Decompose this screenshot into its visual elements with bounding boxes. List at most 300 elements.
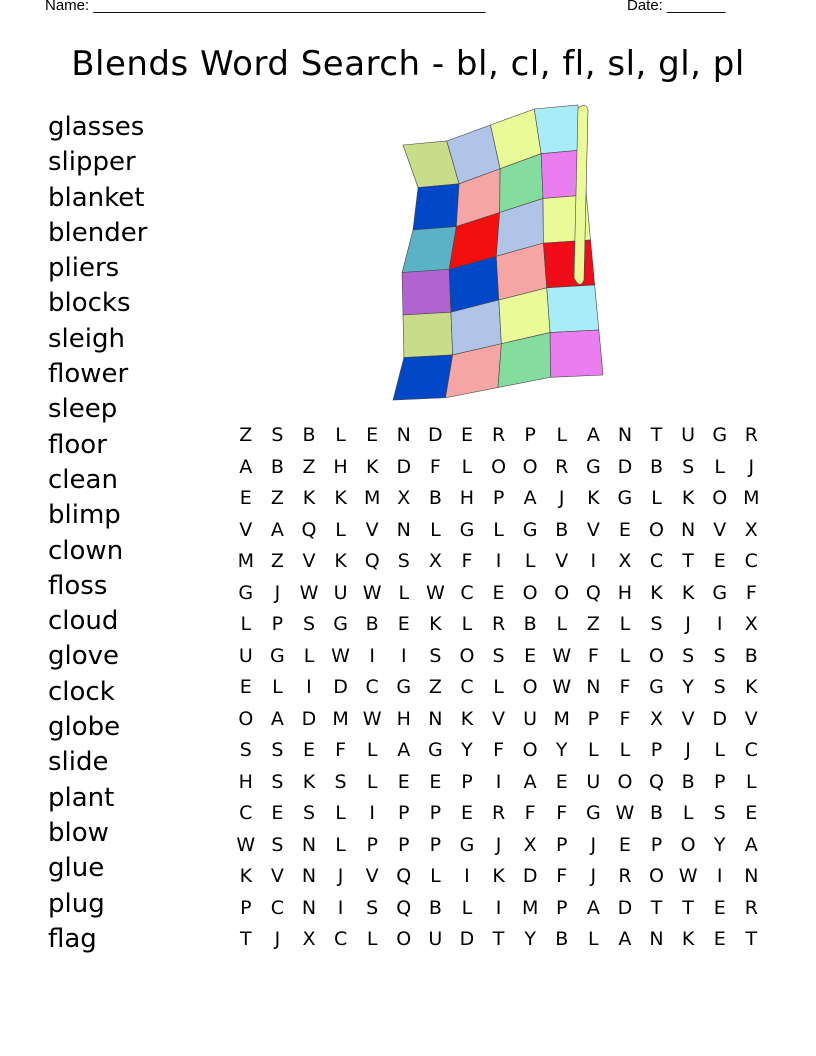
grid-letter[interactable]: L	[335, 833, 346, 856]
grid-letter[interactable]: L	[619, 739, 631, 761]
grid-letter[interactable]: O	[459, 644, 475, 667]
grid-letter[interactable]: Q	[301, 518, 317, 541]
grid-letter[interactable]: U	[428, 928, 443, 950]
grid-letter[interactable]: I	[464, 865, 470, 887]
grid-letter[interactable]: F	[619, 707, 631, 730]
grid-letter[interactable]: V	[492, 707, 506, 730]
grid-letter[interactable]: H	[459, 487, 475, 509]
grid-letter[interactable]: S	[271, 739, 284, 761]
grid-letter[interactable]: L	[461, 613, 473, 635]
grid-letter[interactable]: X	[744, 613, 758, 635]
grid-letter[interactable]: A	[586, 896, 600, 919]
grid-letter[interactable]: R	[744, 424, 758, 446]
grid-letter[interactable]: L	[556, 424, 568, 446]
grid-letter[interactable]: B	[428, 896, 442, 919]
grid-letter[interactable]: N	[617, 424, 633, 446]
grid-letter[interactable]: L	[430, 518, 441, 541]
grid-letter[interactable]: N	[396, 518, 411, 541]
grid-letter[interactable]: Q	[396, 865, 412, 887]
grid-letter[interactable]: K	[429, 613, 442, 635]
grid-letter[interactable]: R	[555, 455, 569, 478]
grid-letter[interactable]: M	[521, 896, 539, 919]
grid-letter[interactable]: M	[363, 487, 381, 509]
grid-letter[interactable]: E	[492, 581, 505, 604]
grid-letter[interactable]: Q	[396, 896, 412, 919]
grid-letter[interactable]: L	[746, 770, 757, 793]
grid-letter[interactable]: G	[585, 802, 601, 824]
grid-letter[interactable]: N	[301, 865, 317, 887]
grid-letter[interactable]: X	[744, 518, 758, 541]
grid-letter[interactable]: C	[744, 739, 758, 761]
grid-letter[interactable]: K	[650, 581, 663, 604]
grid-letter[interactable]: B	[365, 613, 379, 635]
grid-letter[interactable]: L	[556, 613, 568, 635]
grid-letter[interactable]: F	[493, 739, 505, 761]
grid-letter[interactable]: B	[744, 644, 758, 667]
grid-letter[interactable]: I	[369, 802, 375, 824]
grid-letter[interactable]: X	[650, 707, 664, 730]
grid-letter[interactable]: P	[650, 739, 663, 761]
grid-letter[interactable]: V	[586, 518, 600, 541]
grid-letter[interactable]: I	[495, 896, 502, 919]
grid-letter[interactable]: M	[743, 487, 760, 509]
grid-letter[interactable]: P	[492, 487, 505, 509]
grid-letter[interactable]: S	[397, 550, 410, 572]
grid-letter[interactable]: E	[460, 424, 473, 446]
grid-letter[interactable]: C	[460, 581, 474, 604]
grid-letter[interactable]: E	[713, 550, 726, 572]
grid-letter[interactable]: O	[712, 487, 728, 509]
grid-letter[interactable]: P	[556, 833, 568, 856]
grid-letter[interactable]: J	[685, 613, 691, 635]
grid-letter[interactable]: G	[333, 613, 348, 635]
grid-letter[interactable]: K	[587, 487, 600, 509]
grid-letter[interactable]: G	[238, 581, 254, 604]
grid-letter[interactable]: X	[428, 550, 442, 572]
grid-letter[interactable]: S	[271, 833, 284, 856]
grid-letter[interactable]: S	[492, 644, 505, 667]
grid-letter[interactable]: Y	[713, 833, 726, 856]
grid-letter[interactable]: K	[681, 487, 695, 509]
grid-letter[interactable]: P	[650, 833, 663, 856]
grid-letter[interactable]: F	[556, 802, 568, 824]
grid-letter[interactable]: L	[524, 550, 536, 572]
grid-letter[interactable]: O	[522, 676, 538, 698]
grid-letter[interactable]: C	[333, 928, 348, 950]
grid-letter[interactable]: O	[396, 928, 412, 950]
grid-letter[interactable]: O	[649, 644, 664, 667]
grid-letter[interactable]: M	[553, 707, 570, 730]
grid-letter[interactable]: R	[618, 865, 632, 887]
grid-letter[interactable]: E	[239, 676, 252, 698]
grid-letter[interactable]: O	[491, 455, 507, 478]
grid-letter[interactable]: G	[270, 644, 285, 667]
grid-letter[interactable]: P	[240, 896, 252, 919]
grid-letter[interactable]: W	[236, 833, 256, 856]
grid-letter[interactable]: A	[239, 455, 253, 478]
grid-letter[interactable]: D	[617, 455, 633, 478]
grid-letter[interactable]: E	[460, 802, 473, 824]
grid-row	[230, 483, 770, 515]
grid-letter[interactable]: L	[619, 644, 631, 667]
grid-letter[interactable]: L	[588, 739, 599, 761]
grid-letter[interactable]: K	[745, 676, 758, 698]
grid-letter[interactable]: S	[271, 770, 284, 793]
grid-letter[interactable]: S	[239, 739, 252, 761]
grid-letter[interactable]: P	[524, 424, 536, 446]
grid-letter[interactable]: D	[522, 865, 538, 887]
grid-letter[interactable]: W	[552, 676, 572, 698]
grid-letter[interactable]: K	[681, 581, 695, 604]
grid-letter[interactable]: L	[272, 676, 283, 698]
grid-letter[interactable]: V	[302, 550, 316, 572]
grid-letter[interactable]: S	[713, 644, 726, 667]
grid-letter[interactable]: D	[459, 928, 475, 950]
grid-letter[interactable]: S	[302, 802, 316, 824]
grid-letter[interactable]: M	[237, 550, 254, 572]
grid-letter[interactable]: O	[649, 518, 664, 541]
grid-letter[interactable]: Z	[428, 676, 442, 698]
grid-letter[interactable]: Z	[239, 424, 253, 446]
grid-letter[interactable]: V	[270, 865, 284, 887]
grid-letter[interactable]: J	[748, 455, 755, 478]
grid-letter[interactable]: L	[240, 613, 252, 635]
grid-letter[interactable]: K	[460, 707, 474, 730]
grid-letter[interactable]: O	[649, 865, 664, 887]
grid-letter[interactable]: X	[397, 487, 411, 509]
grid-letter[interactable]: U	[681, 424, 696, 446]
grid-letter[interactable]: Q	[649, 770, 664, 793]
grid-letter[interactable]: F	[429, 455, 441, 478]
grid-letter[interactable]: C	[649, 550, 664, 572]
grid-letter[interactable]: O	[617, 770, 633, 793]
grid-letter[interactable]: J	[274, 928, 281, 950]
grid-letter[interactable]: X	[618, 550, 632, 572]
grid-letter[interactable]: E	[302, 739, 315, 761]
grid-letter[interactable]: I	[495, 550, 502, 572]
grid-letter[interactable]: J	[685, 739, 691, 761]
grid-letter[interactable]: E	[713, 928, 726, 950]
grid-letter[interactable]: O	[522, 455, 538, 478]
grid-letter[interactable]: H	[396, 707, 411, 730]
grid-letter[interactable]: P	[429, 802, 442, 824]
grid-letter[interactable]: J	[558, 487, 565, 509]
grid-letter[interactable]: P	[398, 833, 410, 856]
grid-letter[interactable]: L	[493, 676, 504, 698]
grid-letter[interactable]: S	[271, 424, 284, 446]
grid-letter[interactable]: B	[523, 613, 537, 635]
grid-letter[interactable]: D	[617, 896, 633, 919]
grid-letter[interactable]: K	[302, 487, 316, 509]
grid-letter[interactable]: D	[333, 676, 348, 698]
grid-letter[interactable]: A	[744, 833, 758, 856]
header	[0, 0, 816, 19]
grid-letter[interactable]: L	[493, 518, 504, 541]
grid-letter[interactable]: E	[366, 424, 379, 446]
grid-letter[interactable]: I	[716, 865, 723, 887]
grid-letter[interactable]: R	[491, 802, 506, 824]
grid-letter[interactable]: V	[365, 518, 379, 541]
grid-letter[interactable]: R	[491, 424, 506, 446]
grid-letter[interactable]: L	[366, 928, 378, 950]
grid-letter[interactable]: K	[334, 487, 347, 509]
grid-letter[interactable]: O	[238, 707, 254, 730]
grid-letter[interactable]: B	[555, 518, 569, 541]
grid-letter[interactable]: L	[461, 896, 473, 919]
grid-letter[interactable]: C	[744, 550, 758, 572]
grid-letter[interactable]: U	[238, 644, 253, 667]
grid-letter[interactable]: A	[270, 707, 284, 730]
grid-letter[interactable]: E	[555, 770, 568, 793]
name-field[interactable]: Name: _______________________________________________	[45, 0, 486, 14]
grid-letter[interactable]: T	[650, 896, 663, 919]
grid-letter[interactable]: I	[590, 550, 597, 572]
grid-letter[interactable]: V	[365, 865, 379, 887]
grid-letter[interactable]: T	[239, 928, 252, 950]
grid-letter[interactable]: D	[428, 424, 443, 446]
grid-letter[interactable]: T	[682, 550, 694, 572]
grid-letter[interactable]: T	[650, 424, 663, 446]
grid-letter[interactable]: L	[461, 455, 473, 478]
grid-letter[interactable]: C	[239, 802, 253, 824]
grid-letter[interactable]: E	[618, 833, 631, 856]
grid-letter[interactable]: V	[239, 518, 253, 541]
grid-letter[interactable]: U	[523, 707, 538, 730]
grid-letter[interactable]: R	[744, 896, 758, 919]
grid-letter[interactable]: E	[239, 487, 252, 509]
grid-letter[interactable]: N	[428, 707, 443, 730]
grid-letter[interactable]: P	[713, 770, 726, 793]
grid-letter[interactable]: E	[745, 802, 758, 824]
grid-letter[interactable]: Y	[555, 739, 568, 761]
grid-letter[interactable]: L	[303, 644, 315, 667]
word-list-item: blocks	[48, 288, 131, 319]
grid-letter[interactable]: P	[398, 802, 410, 824]
grid-letter[interactable]: S	[713, 676, 726, 698]
grid-letter[interactable]: I	[400, 644, 407, 667]
grid-letter[interactable]: K	[492, 865, 505, 887]
grid-letter[interactable]: F	[335, 739, 347, 761]
grid-letter[interactable]: S	[682, 455, 695, 478]
grid-letter[interactable]: L	[430, 865, 441, 887]
grid-row	[230, 798, 770, 830]
grid-letter[interactable]: S	[713, 802, 726, 824]
grid-letter[interactable]: Y	[524, 928, 536, 950]
grid-letter[interactable]: L	[366, 770, 378, 793]
grid-letter[interactable]: Z	[270, 550, 284, 572]
grid-letter[interactable]: B	[270, 455, 284, 478]
grid-letter[interactable]: I	[716, 613, 723, 635]
grid-letter[interactable]: K	[334, 550, 347, 572]
grid-letter[interactable]: G	[712, 424, 728, 446]
grid-letter[interactable]: L	[588, 928, 599, 950]
grid-letter[interactable]: E	[713, 896, 726, 919]
grid-letter[interactable]: C	[460, 676, 474, 698]
grid-letter[interactable]: W	[331, 644, 350, 667]
grid-letter[interactable]: Q	[585, 581, 601, 604]
grid-letter[interactable]: W	[678, 865, 698, 887]
grid-letter[interactable]: A	[523, 487, 537, 509]
grid-letter[interactable]: C	[270, 896, 285, 919]
grid-letter[interactable]: F	[524, 802, 536, 824]
grid-letter[interactable]: L	[398, 581, 410, 604]
grid-letter[interactable]: L	[619, 613, 631, 635]
grid-letter[interactable]: J	[274, 581, 281, 604]
grid-letter[interactable]: P	[366, 833, 378, 856]
grid-letter[interactable]: B	[649, 455, 664, 478]
grid-letter[interactable]: L	[366, 739, 378, 761]
grid-letter[interactable]: E	[618, 518, 631, 541]
grid-letter[interactable]: H	[617, 581, 633, 604]
grid-letter[interactable]: D	[301, 707, 317, 730]
grid-letter[interactable]: C	[365, 676, 379, 698]
grid-letter[interactable]: W	[362, 581, 382, 604]
date-field[interactable]: Date: _______	[627, 0, 726, 14]
grid-letter[interactable]: I	[306, 676, 312, 698]
grid-letter[interactable]: N	[681, 518, 696, 541]
grid-letter[interactable]: L	[651, 487, 662, 509]
grid-letter[interactable]: N	[301, 833, 317, 856]
grid-letter[interactable]: O	[522, 739, 538, 761]
word-list	[48, 110, 147, 957]
grid-letter[interactable]: R	[491, 613, 506, 635]
grid-letter[interactable]: P	[556, 896, 568, 919]
grid-letter[interactable]: T	[492, 928, 505, 950]
grid-letter[interactable]: B	[649, 802, 664, 824]
grid-letter[interactable]: E	[271, 802, 284, 824]
grid-letter[interactable]: N	[396, 424, 411, 446]
grid-letter[interactable]: F	[745, 581, 757, 604]
grid-letter[interactable]: F	[461, 550, 473, 572]
grid-letter[interactable]: T	[682, 896, 694, 919]
grid-letter[interactable]: D	[712, 707, 728, 730]
grid-letter[interactable]: E	[524, 644, 537, 667]
grid-letter[interactable]: W	[299, 581, 319, 604]
word-list-item: blow	[48, 817, 109, 848]
grid-letter[interactable]: Z	[586, 613, 600, 635]
grid-letter[interactable]: Y	[682, 676, 694, 698]
grid-letter[interactable]: F	[556, 865, 568, 887]
grid-letter[interactable]: M	[332, 707, 349, 730]
grid-letter[interactable]: P	[461, 770, 473, 793]
grid-letter[interactable]: A	[618, 928, 632, 950]
grid-letter[interactable]: P	[429, 833, 442, 856]
grid-letter[interactable]: G	[712, 581, 728, 604]
grid-letter[interactable]: I	[495, 770, 502, 793]
grid-letter[interactable]: S	[682, 644, 695, 667]
grid-letter[interactable]: J	[495, 833, 502, 856]
grid-letter[interactable]: X	[302, 928, 316, 950]
grid-letter[interactable]: Z	[302, 455, 316, 478]
grid-letter[interactable]: P	[587, 707, 600, 730]
grid-letter[interactable]: S	[366, 896, 379, 919]
grid-letter[interactable]: O	[554, 581, 570, 604]
grid-letter[interactable]: E	[397, 770, 410, 793]
grid-letter[interactable]: Z	[270, 487, 284, 509]
grid-letter[interactable]: G	[522, 518, 538, 541]
grid-letter[interactable]: P	[271, 613, 284, 635]
grid-letter[interactable]: J	[590, 865, 597, 887]
grid-letter[interactable]: S	[429, 644, 442, 667]
grid-letter[interactable]: I	[337, 896, 344, 919]
grid-letter[interactable]: K	[302, 770, 316, 793]
grid-letter[interactable]: W	[615, 802, 635, 824]
grid-letter[interactable]: A	[523, 770, 537, 793]
grid-letter[interactable]: A	[586, 424, 600, 446]
grid-letter[interactable]: U	[586, 770, 601, 793]
grid-letter[interactable]: S	[334, 770, 347, 793]
word-list-item: slipper	[48, 147, 136, 178]
grid-letter[interactable]: L	[682, 802, 694, 824]
grid-letter[interactable]: A	[270, 518, 284, 541]
grid-letter[interactable]: H	[238, 770, 253, 793]
grid-letter[interactable]: U	[333, 581, 348, 604]
grid-letter[interactable]: H	[333, 455, 348, 478]
grid-letter[interactable]: N	[649, 928, 664, 950]
grid-letter[interactable]: E	[429, 770, 442, 793]
grid-row	[230, 578, 770, 610]
grid-letter[interactable]: V	[713, 518, 727, 541]
word-list-item: slide	[48, 747, 109, 778]
grid-letter[interactable]: L	[335, 802, 346, 824]
grid-letter[interactable]: V	[555, 550, 569, 572]
grid-letter[interactable]: Y	[461, 739, 473, 761]
grid-letter[interactable]: I	[369, 644, 375, 667]
grid-letter[interactable]: G	[459, 833, 475, 856]
grid-letter[interactable]: V	[681, 707, 695, 730]
grid-letter[interactable]: J	[590, 833, 597, 856]
grid-letter[interactable]: G	[396, 676, 412, 698]
grid-letter[interactable]: X	[523, 833, 537, 856]
grid-letter[interactable]: K	[681, 928, 695, 950]
grid-letter[interactable]: V	[744, 707, 758, 730]
grid-letter[interactable]: J	[337, 865, 344, 887]
grid-letter[interactable]: D	[396, 455, 412, 478]
grid-letter[interactable]: Q	[364, 550, 380, 572]
grid-letter[interactable]: K	[365, 455, 379, 478]
grid-letter[interactable]: E	[397, 613, 410, 635]
grid-letter[interactable]: L	[714, 739, 725, 761]
grid-letter[interactable]: S	[650, 613, 663, 635]
grid-letter[interactable]: G	[649, 676, 664, 698]
grid-letter[interactable]: B	[681, 770, 695, 793]
grid-letter[interactable]: T	[745, 928, 758, 950]
grid-letter[interactable]: B	[428, 487, 442, 509]
grid-letter[interactable]: B	[302, 424, 316, 446]
grid-letter[interactable]: G	[585, 455, 601, 478]
grid-letter[interactable]: N	[744, 865, 759, 887]
grid-letter[interactable]: G	[427, 739, 443, 761]
grid-letter[interactable]: F	[619, 676, 631, 698]
grid-letter[interactable]: L	[335, 518, 346, 541]
grid-letter[interactable]: S	[302, 613, 316, 635]
grid-letter[interactable]: A	[397, 739, 411, 761]
grid-letter[interactable]: W	[362, 707, 382, 730]
grid-letter[interactable]: L	[714, 455, 725, 478]
grid-letter[interactable]: L	[335, 424, 346, 446]
grid-letter[interactable]: F	[587, 644, 599, 667]
grid-letter[interactable]: N	[586, 676, 601, 698]
grid-letter[interactable]: K	[239, 865, 253, 887]
grid-letter[interactable]: N	[301, 896, 317, 919]
grid-letter[interactable]: G	[617, 487, 633, 509]
grid-letter[interactable]: O	[680, 833, 696, 856]
grid-letter[interactable]: G	[459, 518, 475, 541]
grid-letter[interactable]: W	[552, 644, 572, 667]
grid-letter[interactable]: B	[555, 928, 569, 950]
grid-letter[interactable]: W	[425, 581, 445, 604]
grid-letter[interactable]: O	[522, 581, 538, 604]
